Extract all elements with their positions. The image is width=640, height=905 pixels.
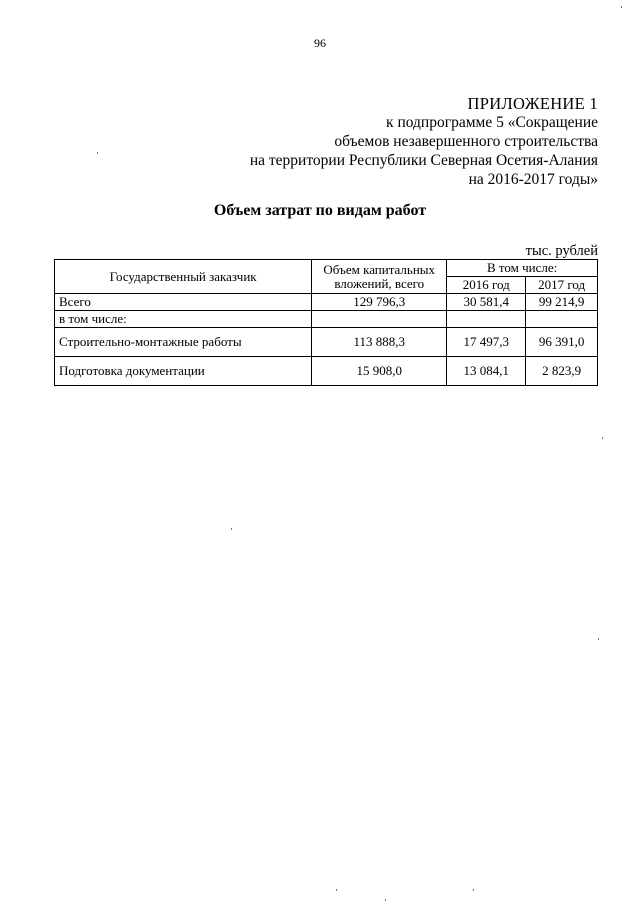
scan-speck bbox=[598, 638, 599, 640]
table-row bbox=[55, 328, 598, 357]
appendix-line: объемов незавершенного строительства bbox=[334, 133, 598, 150]
document-title: Объем затрат по видам работ bbox=[213, 202, 427, 219]
row-2016-value bbox=[447, 311, 526, 328]
appendix-line: на территории Республики Северная Осетия-Алания bbox=[249, 152, 598, 169]
table-row bbox=[55, 357, 598, 386]
appendix-title: ПРИЛОЖЕНИЕ 1 bbox=[467, 94, 598, 113]
scan-speck bbox=[621, 6, 622, 8]
header-year-2017: 2017 год bbox=[526, 277, 598, 294]
header-customer: Государственный заказчик bbox=[55, 260, 312, 294]
scan-speck bbox=[385, 899, 386, 901]
appendix-line: на 2016-2017 годы» bbox=[468, 171, 598, 188]
scan-speck bbox=[336, 889, 337, 891]
header-including: В том числе: bbox=[447, 260, 598, 277]
header-volume-line: Объем капитальных bbox=[323, 261, 436, 277]
units-label: тыс. рублей bbox=[525, 243, 598, 259]
row-2017-value: 2 823,9 bbox=[526, 357, 598, 386]
row-name: в том числе: bbox=[55, 311, 312, 328]
row-2016-value: 30 581,4 bbox=[447, 294, 526, 311]
header-volume-line: вложений, всего bbox=[334, 275, 425, 291]
row-total-value: 113 888,3 bbox=[312, 328, 447, 357]
row-name: Всего bbox=[55, 294, 312, 311]
costs-table bbox=[54, 259, 598, 386]
row-2017-value: 96 391,0 bbox=[526, 328, 598, 357]
row-total-value: 15 908,0 bbox=[312, 357, 447, 386]
scan-speck bbox=[602, 437, 603, 439]
row-total-value: 129 796,3 bbox=[312, 294, 447, 311]
scan-speck bbox=[231, 528, 232, 530]
header-volume bbox=[312, 260, 447, 294]
row-2017-value bbox=[526, 311, 598, 328]
scan-speck bbox=[473, 889, 474, 891]
row-name: Строительно-монтажные работы bbox=[55, 328, 312, 357]
scan-speck bbox=[97, 152, 98, 154]
row-2016-value: 17 497,3 bbox=[447, 328, 526, 357]
row-total-value bbox=[312, 311, 447, 328]
table-row bbox=[55, 311, 598, 328]
row-name: Подготовка документации bbox=[55, 357, 312, 386]
page-number: 96 bbox=[314, 36, 326, 50]
row-2016-value: 13 084,1 bbox=[447, 357, 526, 386]
appendix-block bbox=[250, 94, 598, 189]
table-row-total bbox=[55, 294, 598, 311]
header-year-2016: 2016 год bbox=[447, 277, 526, 294]
appendix-line: к подпрограмме 5 «Сокращение bbox=[386, 114, 598, 131]
row-2017-value: 99 214,9 bbox=[526, 294, 598, 311]
table-header-row bbox=[55, 260, 598, 277]
